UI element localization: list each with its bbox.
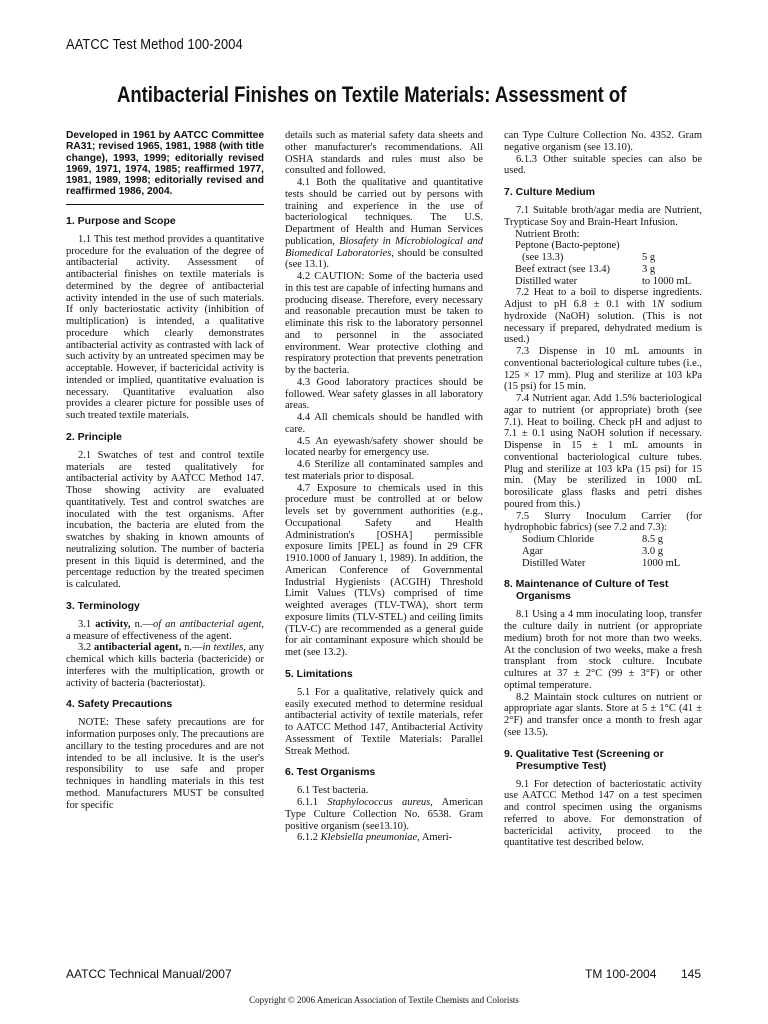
paragraph-8-2: 8.2 Maintain stock cultures on nutrient or appropriate agar slants. Store at 5 ± 1°C (41 ± 2°F) and transfer once a month to fresh agar (see 13.5).: [504, 691, 702, 738]
nutrient-broth-recipe: [504, 229, 702, 288]
column-1: [66, 130, 264, 811]
paragraph-6-1: 6.1 Test bacteria.: [297, 785, 369, 797]
paragraph-7-4: 7.4 Nutrient agar. Add 1.5% bacteriological agar to nutrient (or appropriate) broth (see 7.1). Heat to boiling. Check pH and adjust to 7.1 ± 0.1 using NaOH solution if necessary. Dispense in 15 ± 1 mL amounts in conventional bacteriological culture tubes. Plug and sterilize at 103 kPa (15 psi) for 15 min. (May be sterilized in 1000 mL borosilicate glass flasks and petri dishes poured from this.): [504, 393, 702, 510]
recipe-row: Agar 3.0 g: [522, 545, 663, 557]
recipe-row: (see 13.3) 5 g: [522, 252, 656, 263]
recipe-row: Distilled water to 1000 mL: [515, 275, 691, 287]
paragraph-4-1: 4.1 Both the qualitative and quantitative tests should be carried out by persons with training and experience in the use of bacteriological techniques. The U.S. Department of Health and Human Services publication, Biosafety in Microbiological and Biomedical Laboratories, should be consulted (see 13.1).: [285, 177, 484, 271]
paragraph-8-1: 8.1 Using a 4 mm inoculating loop, transfer the culture daily in nutrient (or appropriate medium) broth for not more than two weeks. At the conclusion of two weeks, make a fresh transplant from stock culture. Incubate cultures at 37 ± 2°C (99 ± 3°F) or other optimal temperature.: [504, 609, 702, 691]
recipe-row: Beef extract (see 13.4) 3 g: [515, 263, 656, 275]
section-heading-6: 6. Test Organisms: [285, 766, 376, 779]
copyright: Copyright © 2006 American Association of Textile Chemists and Colorists: [249, 995, 519, 1005]
section-heading-3: 3. Terminology: [66, 599, 140, 612]
organism-name: Klebsiella pneumoniae: [320, 832, 418, 844]
development-history: Developed in 1961 by AATCC Committee RA31; revised 1965, 1981, 1988 (with title change), 1993, 1999; editorially revised 1969, 1971, 1974, 1985; reaffirmed 1977, 1981, 1989, 1998; editorially revised and reaffirmed 1986, 2004.: [66, 130, 264, 198]
slurry-recipe: [504, 534, 702, 569]
paragraph-7-2: 7.2 Heat to a boil to disperse ingredients. Adjust to pH 6.8 ± 0.1 with 1N sodium hydroxide (NaOH) solution. (This is not necessary if prepared, dehydrated medium is used.): [504, 287, 702, 346]
paragraph-5-1: 5.1 For a qualitative, relatively quick and easily executed method to determine residual antibacterial activity of textile materials, refer to AATCC Method 147, Antibacterial Activity Assessment of Textile Materials: Parallel Streak Method.: [285, 686, 483, 757]
paragraph-6-1-2-continued: can Type Culture Collection No. 4352. Gram negative organism (see 13.10).: [504, 130, 702, 153]
recipe-ingredient: Peptone (Bacto-peptone): [515, 240, 620, 252]
paragraph-4-3: 4.3 Good laboratory practices should be followed. Wear safety glasses in all laboratory areas.: [285, 376, 483, 412]
term-antibacterial-agent: antibacterial agent,: [94, 642, 182, 654]
section-heading-7: 7. Culture Medium: [504, 186, 596, 198]
section-heading-8: 8. Maintenance of Culture of Test Organisms: [504, 578, 669, 603]
divider: [66, 204, 264, 205]
paragraph-4-2: 4.2 CAUTION: Some of the bacteria used in this test are capable of infecting humans and producing disease. Therefore, every necessary and reasonable precaution must be taken to eliminate this risk to the laboratory personnel and to personnel in the associated environment. Wear protective clothing and respiratory protection that prevents penetration by the bacteria.: [285, 271, 483, 376]
paragraph-4-6: 4.6 Sterilize all contaminated samples and test materials prior to disposal.: [285, 459, 483, 482]
page-number: 145: [681, 967, 702, 981]
paragraph-6-1-2: 6.1.2 Klebsiella pneumoniae, Ameri-: [297, 832, 453, 844]
section-heading-2: 2. Principle: [66, 430, 123, 443]
paragraph-6-1-3: 6.1.3 Other suitable species can also be used.: [504, 153, 702, 177]
column-2: [285, 130, 483, 844]
safety-note: NOTE: These safety precautions are for information purposes only. The precautions are ancillary to the testing procedures and are not intended to be all inclusive. It is the user's responsibility to use safe and proper techniques in handling materials in this test method. Manufacturers MUST be consulted for specific: [66, 717, 264, 811]
paragraph-9-1: 9.1 For detection of bacteriostatic activity use AATCC Method 147 on a test specimen and control specimen using the organisms referred to above. For demonstration of bactericidal activity, proceed to the quantitative test described below.: [504, 778, 702, 849]
paragraph-7-5: 7.5 Slurry Inoculum Carrier (for hydrophobic fabrics) (see 7.2 and 7.3):: [504, 510, 702, 534]
paragraph-4-7: 4.7 Exposure to chemicals used in this procedure must be controlled at or below levels set by government authorities (e.g., Occupational Safety and Health Administration's [OSHA] permissible exposure limits [PEL] as found in 29 CFR 1910.1000 of January 1, 1989). In addition, the American Conference of Governmental Industrial Hygienists (ACGIH) Threshold Limit Values (TLVs) comprised of time weighted averages (TLV-TWA), short term exposure limits (TLV-STEL) and ceiling limits (TLV-C) are recommended as a general guide for air contaminant exposure which should be met (see 13.2).: [285, 482, 484, 658]
section-heading-9: 9. Qualitative Test (Screening or Presumptive Test): [504, 747, 664, 772]
column-3: [504, 130, 702, 849]
section-heading-1: 1. Purpose and Scope: [66, 214, 176, 227]
organism-name: Staphylococcus aureus: [327, 797, 431, 808]
paragraph-3-1: 3.1 activity, n.—of an antibacterial agent, a measure of effectiveness of the agent.: [66, 618, 265, 642]
paragraph-4-4: 4.4 All chemicals should be handled with care.: [285, 412, 483, 435]
term-activity: activity,: [95, 618, 131, 630]
paragraph-7-1: 7.1 Suitable broth/agar media are Nutrient, Trypticase Soy and Brain-Heart Infusion.: [504, 205, 702, 228]
paragraph-2-1: 2.1 Swatches of test and control textile materials are tested qualitatively for antibacterial activity by AATCC Method 147. Those showing activity are evaluated quantitatively. Test and control swatches are inoculated with the test organisms. After incubation, the bacteria are eluted from the swatches by shaking in known amounts of neutralizing solution. The number of bacteria present in this liquid is determined, and the percentage reduction by the treated specimen is calculated.: [66, 449, 264, 591]
paragraph-3-2: 3.2 antibacterial agent, n.—in textiles, any chemical which kills bacteria (bactericide) or interferes with the multiplication, growth or activity of bacteria (bacteriostat).: [66, 642, 265, 689]
page-title: Antibacterial Finishes on Textile Materials: Assessment of: [117, 82, 627, 107]
footer-method: TM 100-2004: [585, 967, 657, 981]
recipe-row: Sodium Chloride 8.5 g: [522, 534, 663, 545]
recipe-title: Nutrient Broth:: [515, 228, 580, 240]
paragraph-1-1: 1.1 This test method provides a quantitative procedure for the evaluation of the degree of antibacterial activity. Assessment of antibacterial finishes on textile materials is determined by the degree of antibacterial activity intended in the use of such materials. If only bacteriostatic activity (inhibition of multiplication) is intended, a qualitative procedure which clearly demonstrates antibacterial activity as contrasted with lack of such activity by an untreated specimen may be acceptable. However, if bactericidal activity is intended or implied, quantitative evaluation is necessary. Quantitative evaluation also provides a clearer picture for possible uses of such treated textile materials.: [66, 233, 264, 422]
paragraph-7-3: 7.3 Dispense in 10 mL amounts in conventional bacteriological culture tubes (i.e., 125 × 17 mm). Plug and sterilize at 103 kPa (15 psi) for 15 min.: [504, 346, 702, 393]
footer-manual: AATCC Technical Manual/2007: [66, 967, 232, 981]
paragraph-6-1-1: 6.1.1 Staphylococcus aureus, American Type Culture Collection No. 6538. Gram positive organism (see13.10).: [285, 797, 483, 832]
section-heading-4: 4. Safety Precautions: [66, 698, 173, 711]
running-header: AATCC Test Method 100-2004: [66, 36, 243, 53]
recipe-row: Distilled Water 1000 mL: [522, 557, 681, 569]
paragraph-4-5: 4.5 An eyewash/safety shower should be located nearby for emergency use.: [285, 435, 483, 459]
section-heading-5: 5. Limitations: [285, 667, 353, 680]
safety-note-continued: details such as material safety data sheets and other manufacturer's recommendations. All OSHA standards and rules must also be consulted and followed.: [285, 130, 483, 177]
publication-title: Biosafety in Microbiological and Biomedical Laboratories: [285, 235, 484, 259]
